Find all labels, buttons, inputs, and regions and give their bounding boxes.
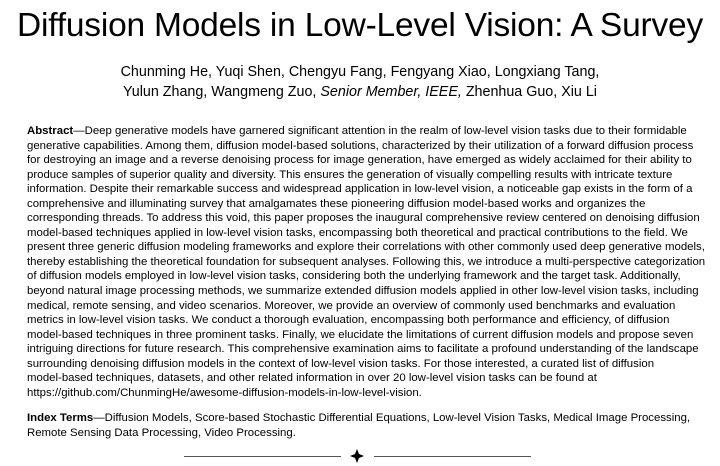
- separator-line-left: [184, 456, 341, 457]
- author-names: Zhenhua Guo, Xiu Li: [461, 84, 597, 100]
- author-affiliation: Senior Member, IEEE,: [320, 84, 462, 100]
- index-terms-line: Index Terms—Diffusion Models, Score-based Stochastic Differential Equations, Low-level Vision Tasks, Medical Image Processing,: [27, 412, 691, 424]
- abstract: [27, 124, 707, 400]
- index-terms-line: Remote Sensing Data Processing, Video Processing.: [27, 426, 296, 439]
- separator-line-right: [374, 456, 531, 457]
- abstract-line: model-based techniques, datasets, and other related information in over 20 low-level vision tasks can be found at: [27, 372, 597, 385]
- abstract-line: for destroying an image and a reverse denoising process for image generation, have emerged as widely acclaimed for their ability to: [27, 154, 692, 167]
- author-line-1: Chunming He, Yuqi Shen, Chengyu Fang, Fengyang Xiao, Longxiang Tang,: [120, 64, 600, 80]
- paper-title: Diffusion Models in Low-Level Vision: A Survey: [17, 7, 703, 44]
- abstract-line: Abstract—Deep generative models have garnered significant attention in the realm of low-level vision tasks due to their formidable: [27, 125, 687, 137]
- index-terms-label: Index Terms: [27, 412, 94, 424]
- abstract-line: model-based techniques in three prominent tasks. Finally, we elucidate the limitations of current diffusion models and propose seven: [27, 328, 694, 341]
- abstract-line: model-based techniques applied in low-level vision tasks, encompassing both theoretical and practical contributions to the field. We: [27, 226, 688, 239]
- author-names: Yulun Zhang, Wangmeng Zuo,: [123, 84, 321, 100]
- abstract-line: of diffusion models employed in low-level vision tasks, considering both the underlying framework and the target task. Additionally,: [27, 270, 681, 283]
- abstract-line: medical, remote sensing, and video scenarios. Moreover, we provide an overview of commonly used benchmarks and evaluation: [27, 299, 676, 312]
- author-list: [0, 62, 720, 102]
- abstract-line: produce samples of superior quality and diversity. This ensures the generation of visually compelling results with intricate texture: [27, 168, 673, 181]
- abstract-line: present three generic diffusion modeling frameworks and explore their correlations with other commonly used deep generative models,: [27, 241, 705, 254]
- index-terms: [27, 411, 707, 440]
- abstract-line: surrounding denoising diffusion models in the context of low-level vision tasks. For those interested, a curated list of diffusion: [27, 357, 655, 370]
- abstract-line: corresponding threads. To address this void, this paper proposes the inaugural comprehensive review centered on denoising diffusion: [27, 212, 700, 225]
- abstract-label: Abstract: [27, 125, 74, 137]
- diamond-icon: [350, 449, 364, 463]
- abstract-url-line: https://github.com/ChunmingHe/awesome-diffusion-models-in-low-level-vision.: [27, 386, 422, 399]
- abstract-line: comprehensive and illuminating survey that amalgamates these pioneering diffusion model-based works and organizes the: [27, 197, 646, 210]
- abstract-line: beyond natural image processing methods, we summarize extended diffusion models applied in other low-level vision tasks, including: [27, 285, 699, 298]
- abstract-line: metrics in low-level vision tasks. We conduct a thorough evaluation, encompassing both performance and efficiency, of diffusion: [27, 314, 670, 327]
- abstract-line: intriguing directions for future research. This comprehensive examination aims to facilitate a profound understanding of the landscape: [27, 343, 699, 356]
- abstract-line: generative capabilities. Among them, diffusion model-based solutions, characterized by their utilization of a forward diffusion process: [27, 139, 694, 152]
- abstract-line: information. Despite their remarkable success and widespread application in low-level vision, a noticeable gap exists in the form of a: [27, 183, 693, 196]
- abstract-line: thereby establishing the theoretical foundation for subsequent analyses. Following this, we introduce a multi-perspective categorization: [27, 255, 706, 268]
- author-line-2: [0, 82, 720, 102]
